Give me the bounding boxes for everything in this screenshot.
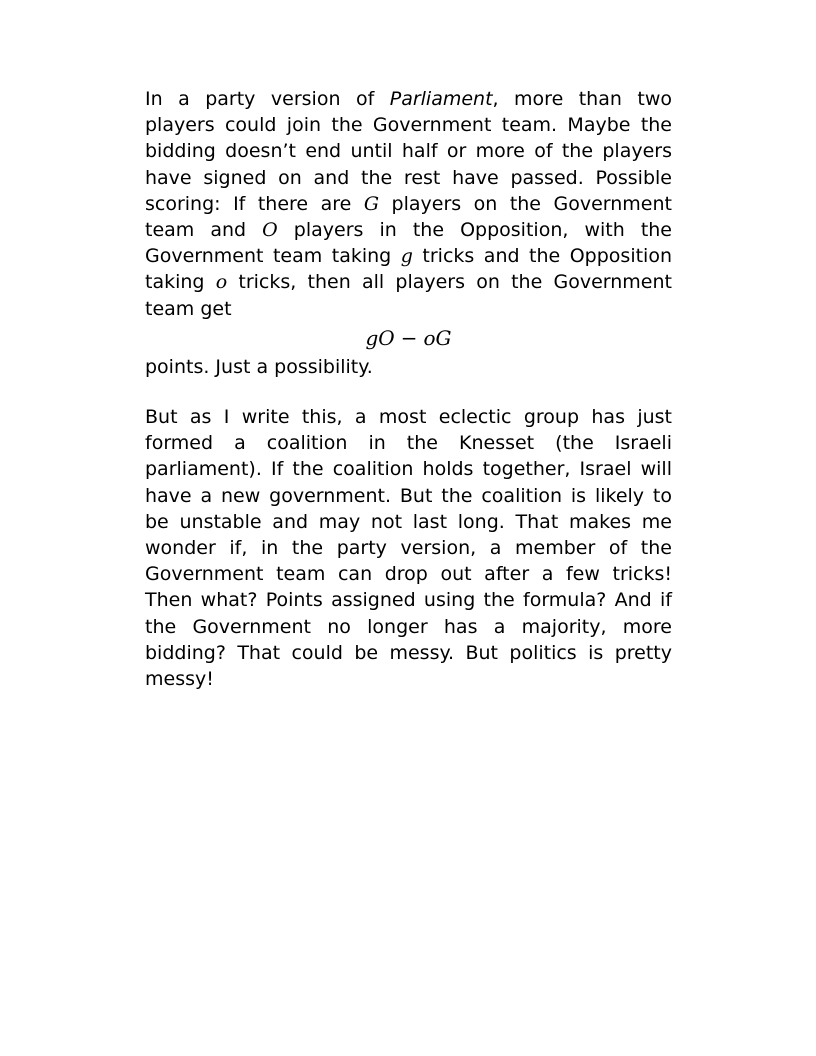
scoring-formula <box>145 322 672 354</box>
variable-g: g <box>400 245 413 268</box>
formula-left: gO <box>365 325 395 350</box>
document-body <box>145 86 672 692</box>
variable-o: o <box>215 271 228 294</box>
variable-O: O <box>262 219 278 242</box>
paragraph-possibility: points. Just a possibility. <box>145 355 373 378</box>
game-title: Parliament <box>389 88 493 110</box>
paragraph-party-version: In a party version of Parliament, more than two players could join the Government team. Maybe the bidding doesn’t end until half or more of the players have signed on and the rest have passed. Possible scoring: If there are G players on the Government team and O players in the Opposition, with the Government team taking g tricks and the Opposition taking o tricks, then all players on the Government team get <box>145 88 672 320</box>
variable-G: G <box>363 192 380 215</box>
formula-operator: − <box>400 325 418 350</box>
paragraph-coalition: But as I write this, a most eclectic group has just formed a coalition in the Knesset (the Israeli parliament). If the coalition holds together, Israel will have a new government. But the coalition is likely to be unstable and may not last long. That makes me wonder if, in the party version, a member of the Government team can drop out after a few tricks! Then what? Points assigned using the formula? And if the Government no longer has a majority, more bidding? That could be messy. But politics is pretty messy! <box>145 406 672 691</box>
formula-right: oG <box>423 325 452 350</box>
